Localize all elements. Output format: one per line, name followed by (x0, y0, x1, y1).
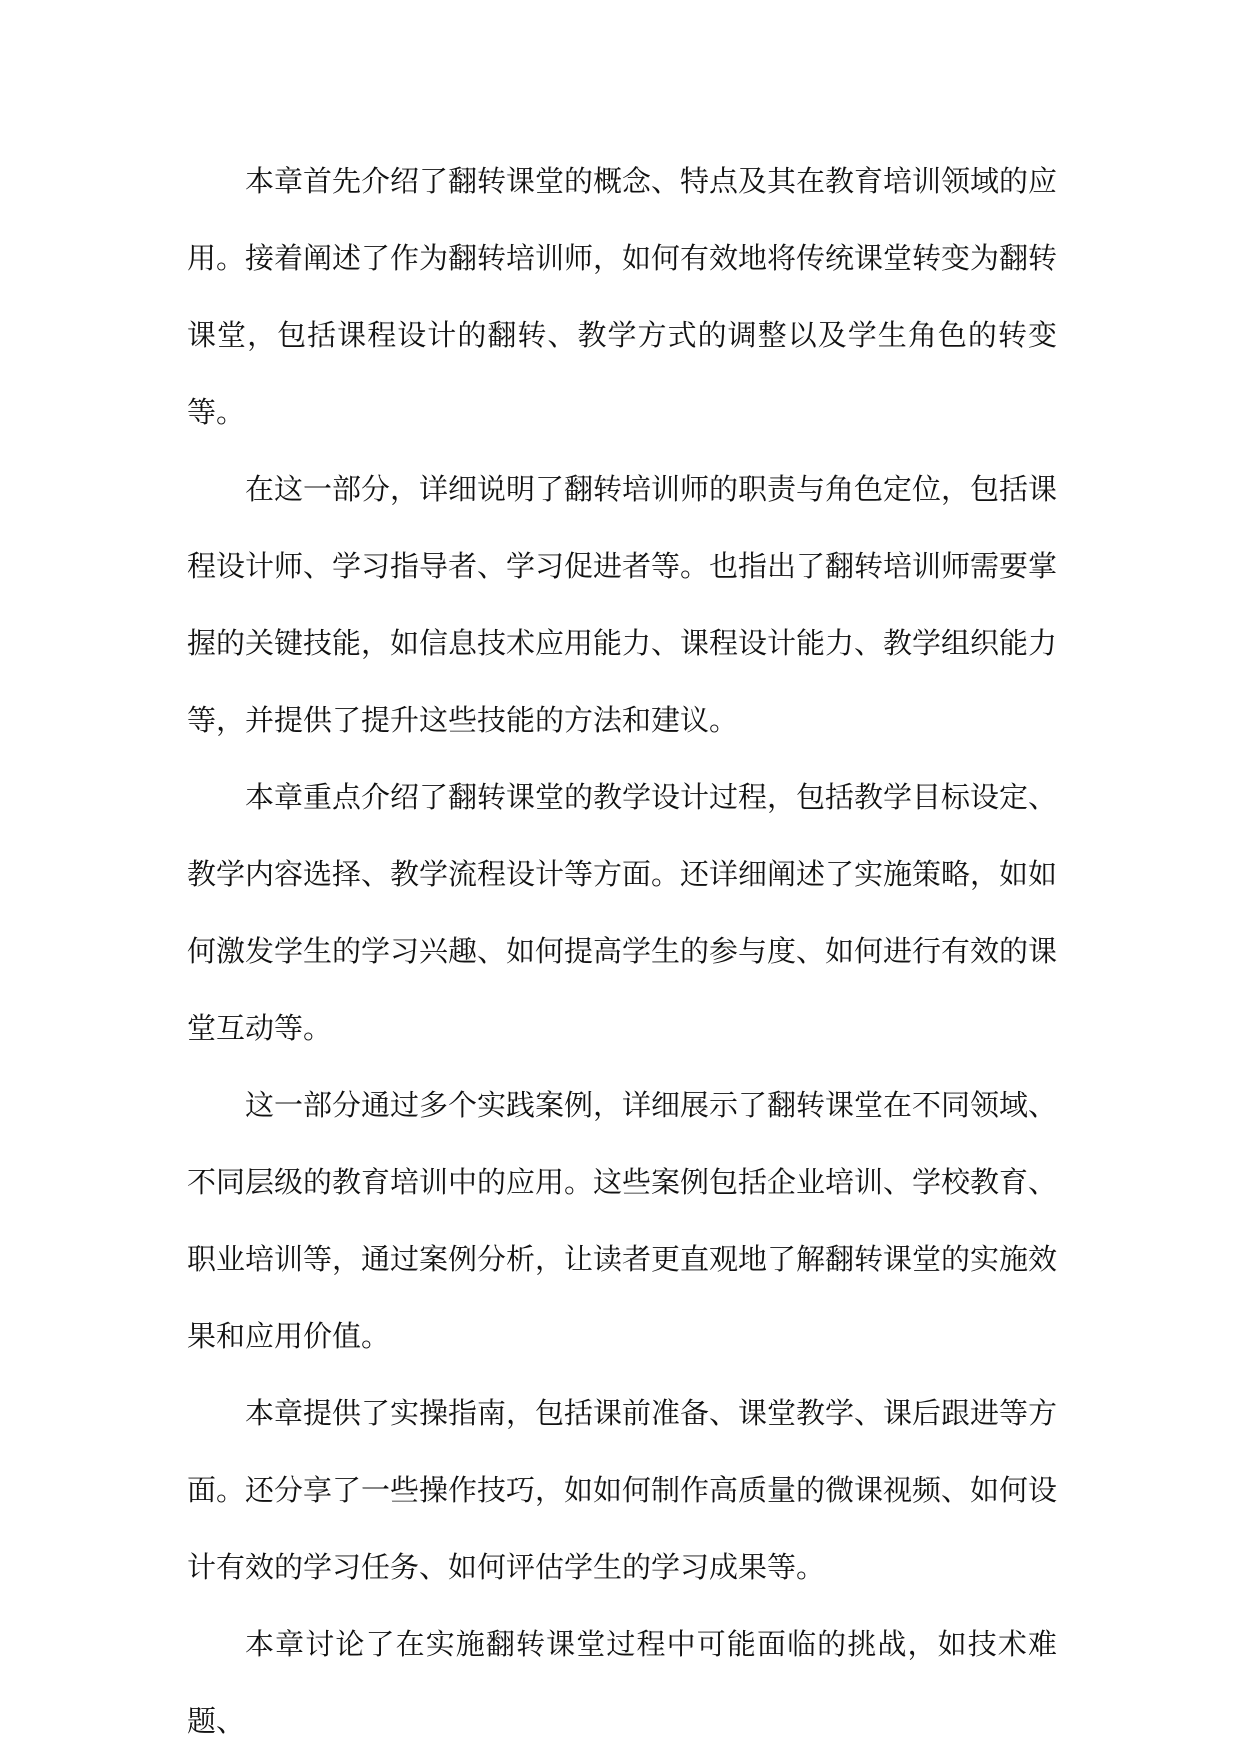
paragraph-6: 本章讨论了在实施翻转课堂过程中可能面临的挑战，如技术难题、 (187, 1627, 1057, 1738)
document-body (187, 143, 1058, 1738)
paragraph-4: 这一部分通过多个实践案例，详细展示了翻转课堂在不同领域、不同层级的教育培训中的应用。这些案例包括企业培训、学校教育、职业培训等，通过案例分析，让读者更直观地了解翻转课堂的实施效果和应用价值。 (187, 1088, 1058, 1353)
paragraph-1: 本章首先介绍了翻转课堂的概念、特点及其在教育培训领域的应用。接着阐述了作为翻转培训师，如何有效地将传统课堂转变为翻转课堂，包括课程设计的翻转、教学方式的调整以及学生角色的转变等。 (187, 164, 1058, 429)
paragraph-2: 在这一部分，详细说明了翻转培训师的职责与角色定位，包括课程设计师、学习指导者、学习促进者等。也指出了翻转培训师需要掌握的关键技能，如信息技术应用能力、课程设计能力、教学组织能力等，并提供了提升这些技能的方法和建议。 (187, 472, 1058, 737)
paragraph-3: 本章重点介绍了翻转课堂的教学设计过程，包括教学目标设定、教学内容选择、教学流程设计等方面。还详细阐述了实施策略，如如何激发学生的学习兴趣、如何提高学生的参与度、如何进行有效的课堂互动等。 (187, 780, 1058, 1045)
paragraph-5: 本章提供了实操指南，包括课前准备、课堂教学、课后跟进等方面。还分享了一些操作技巧，如如何制作高质量的微课视频、如何设计有效的学习任务、如何评估学生的学习成果等。 (187, 1396, 1058, 1584)
